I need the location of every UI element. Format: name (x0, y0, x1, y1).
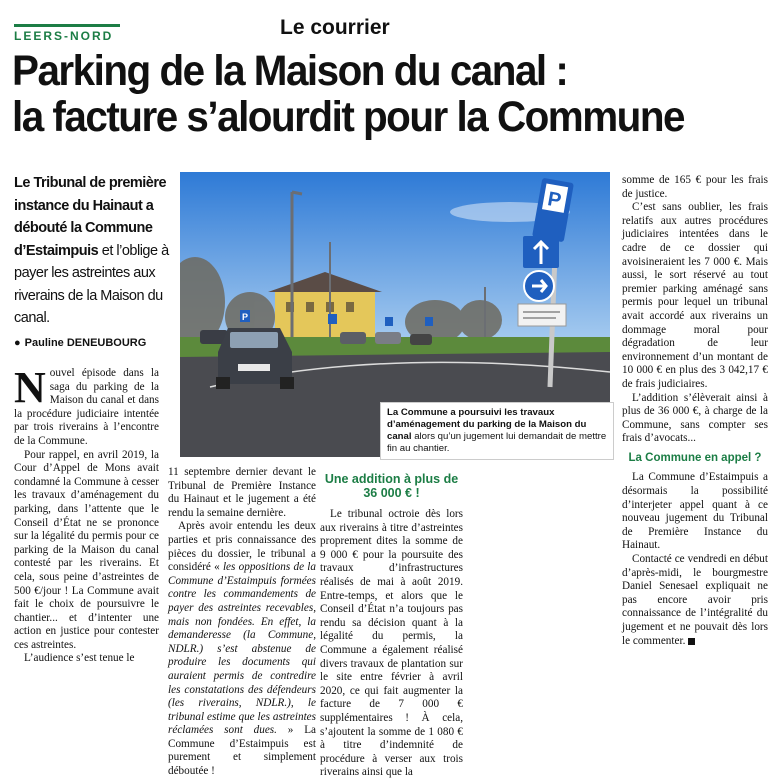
headline-line-2: la facture s’alourdit pour la Commune (12, 93, 685, 141)
publication-name: Le courrier (280, 16, 390, 39)
lead-bold: Le Tribunal de première instance du Hainaut a débouté la Commune d’Estaimpuis (14, 175, 167, 259)
paragraph-1 (14, 363, 159, 449)
pull-quote (320, 472, 463, 500)
paragraph-5-end: somme de 165 € pour les frais de justice. (622, 174, 768, 200)
paragraph-6: C’est sans oublier, les frais relatifs aux autres procédures judiciaires intentées dans le cadre de ce dossier qui avoisineraient les 7 000 €. Mais aussi, le sort réservé au tout premier parking aménagé sans permis pour lequel un tribunal avait accordé aux riverains un dommage moral pour dégradation de leur environnement d’un montant de 10 000 € en plus des 3 042,17 € de frais judiciaires. (622, 201, 768, 390)
pull-quote-line-2: 36 000 € ! (363, 486, 420, 500)
paragraph-4-b: » La Commune d’Estaimpuis est purement et simplement déboutée ! (168, 724, 316, 778)
column-2 (168, 466, 316, 779)
headline-line-1: Parking de la Maison du canal : (12, 47, 568, 95)
bullet-icon: ● (14, 337, 21, 349)
paragraph-4 (168, 520, 316, 778)
paragraph-7: L’addition s’élèverait ainsi à plus de 36 000 €, à charge de la Commune, sans compter ses frais d’avocats... (622, 391, 768, 445)
paragraph-4-quote: les oppositions de la Commune d’Estaimpuis formées contre les commandements de payer des astreintes recevables, mais non fondées. En effet, la demanderesse (la Commune, NDLR.) s’est abstenue de produire les documents qui auraient permis de contredire les constatations des défendeurs (les riverains, NDLR.), le tribunal estime que les astreintes réclamées sont dues. (168, 561, 316, 737)
end-mark-icon (688, 638, 695, 645)
byline (14, 337, 146, 349)
subheading: La Commune en appel ? (628, 451, 762, 464)
byline-last: DENEUBOURG (66, 337, 147, 349)
paragraph-3-cont: 11 septembre dernier devant le Tribunal de Première Instance du Hainaut et le jugement a été rendu la semaine dernière. (168, 466, 316, 519)
small-p-sign: P (242, 312, 249, 322)
headline (12, 48, 726, 140)
lead-rest: et l’oblige à payer les astreintes aux riverains de la Maison du canal. (14, 242, 169, 326)
paragraph-9-text: Contacté ce vendredi en début d’après-midi, le bourgmestre Daniel Senesael expliquait ne pas encore avoir pris connaissance de l’intégralité du jugement et ne pouvait dès lors le commenter. (622, 553, 768, 647)
paragraph-4-a: Après avoir entendu les deux parties et pris connaissance des pièces du dossier, le tribunal a considéré « (168, 520, 316, 574)
paragraph-3-start: L’audience s’est tenue le (24, 652, 135, 665)
column-5 (622, 174, 768, 648)
paragraph-2: Pour rappel, en avril 2019, la Cour d’Appel de Mons avait condamné la Commune à cesser les travaux d’aménagement du parking, dans l’attente que le Conseil d’État ne se prononce sur la légalité du permis pour ce parking de la Maison du canal contesté par les riverains. Et cela, sous peine d’astreintes de 500 €/jour ! La Commune avait fait le choix de poursuivre le chantier... et d’intenter une action en justice pour contester ces astreintes. (14, 448, 159, 651)
paragraph-8: La Commune d’Estaimpuis a désormais la possibilité d’interjeter appel quant à ce nouveau jugement du Tribunal de Première Instance du Hainaut. (622, 471, 768, 552)
paragraph-9 (622, 553, 768, 648)
section-label: LEERS-NORD (14, 24, 120, 43)
pull-quote-line-1: Une addition à plus de (324, 472, 459, 486)
paragraph-1-text: ouvel épisode dans la saga du parking de la Maison du canal et dans la procédure judiciaire intentée par trois riverains à l’encontre de la Commune. (14, 367, 159, 447)
drop-cap: N (14, 363, 46, 412)
caption-rest: alors qu’un jugement lui demandait de mettre fin au chantier. (387, 431, 607, 454)
photo-caption (380, 402, 614, 460)
caption-bold: La Commune a poursuivi les travaux d’aménagement du parking de la Maison du canal (387, 407, 587, 442)
paragraph-5: Le tribunal octroie dès lors aux riverains à titre d’astreintes proprement dites la somme de 9 000 € pour la poursuite des travaux d’infrastructures réalisés de mai à août 2019. Entre-temps, et alors que le Conseil d’État n’a toujours pas rendu sa décision quant à la légalité du permis, la Commune a également réalisé divers travaux de plantation sur le site entre février à avril 2020, ce qui fait augmenter la facture de 7 000 € supplémentaires ! À cela, s’ajoutent la somme de 1 080 € à titre d’indemnité de procédure à verser aux trois riverains ainsi que la (320, 508, 463, 779)
byline-first: Pauline (24, 337, 64, 349)
column-3 (320, 466, 463, 780)
lead-paragraph (14, 172, 169, 330)
parking-sign: P (545, 188, 563, 213)
column-1 (14, 363, 159, 666)
